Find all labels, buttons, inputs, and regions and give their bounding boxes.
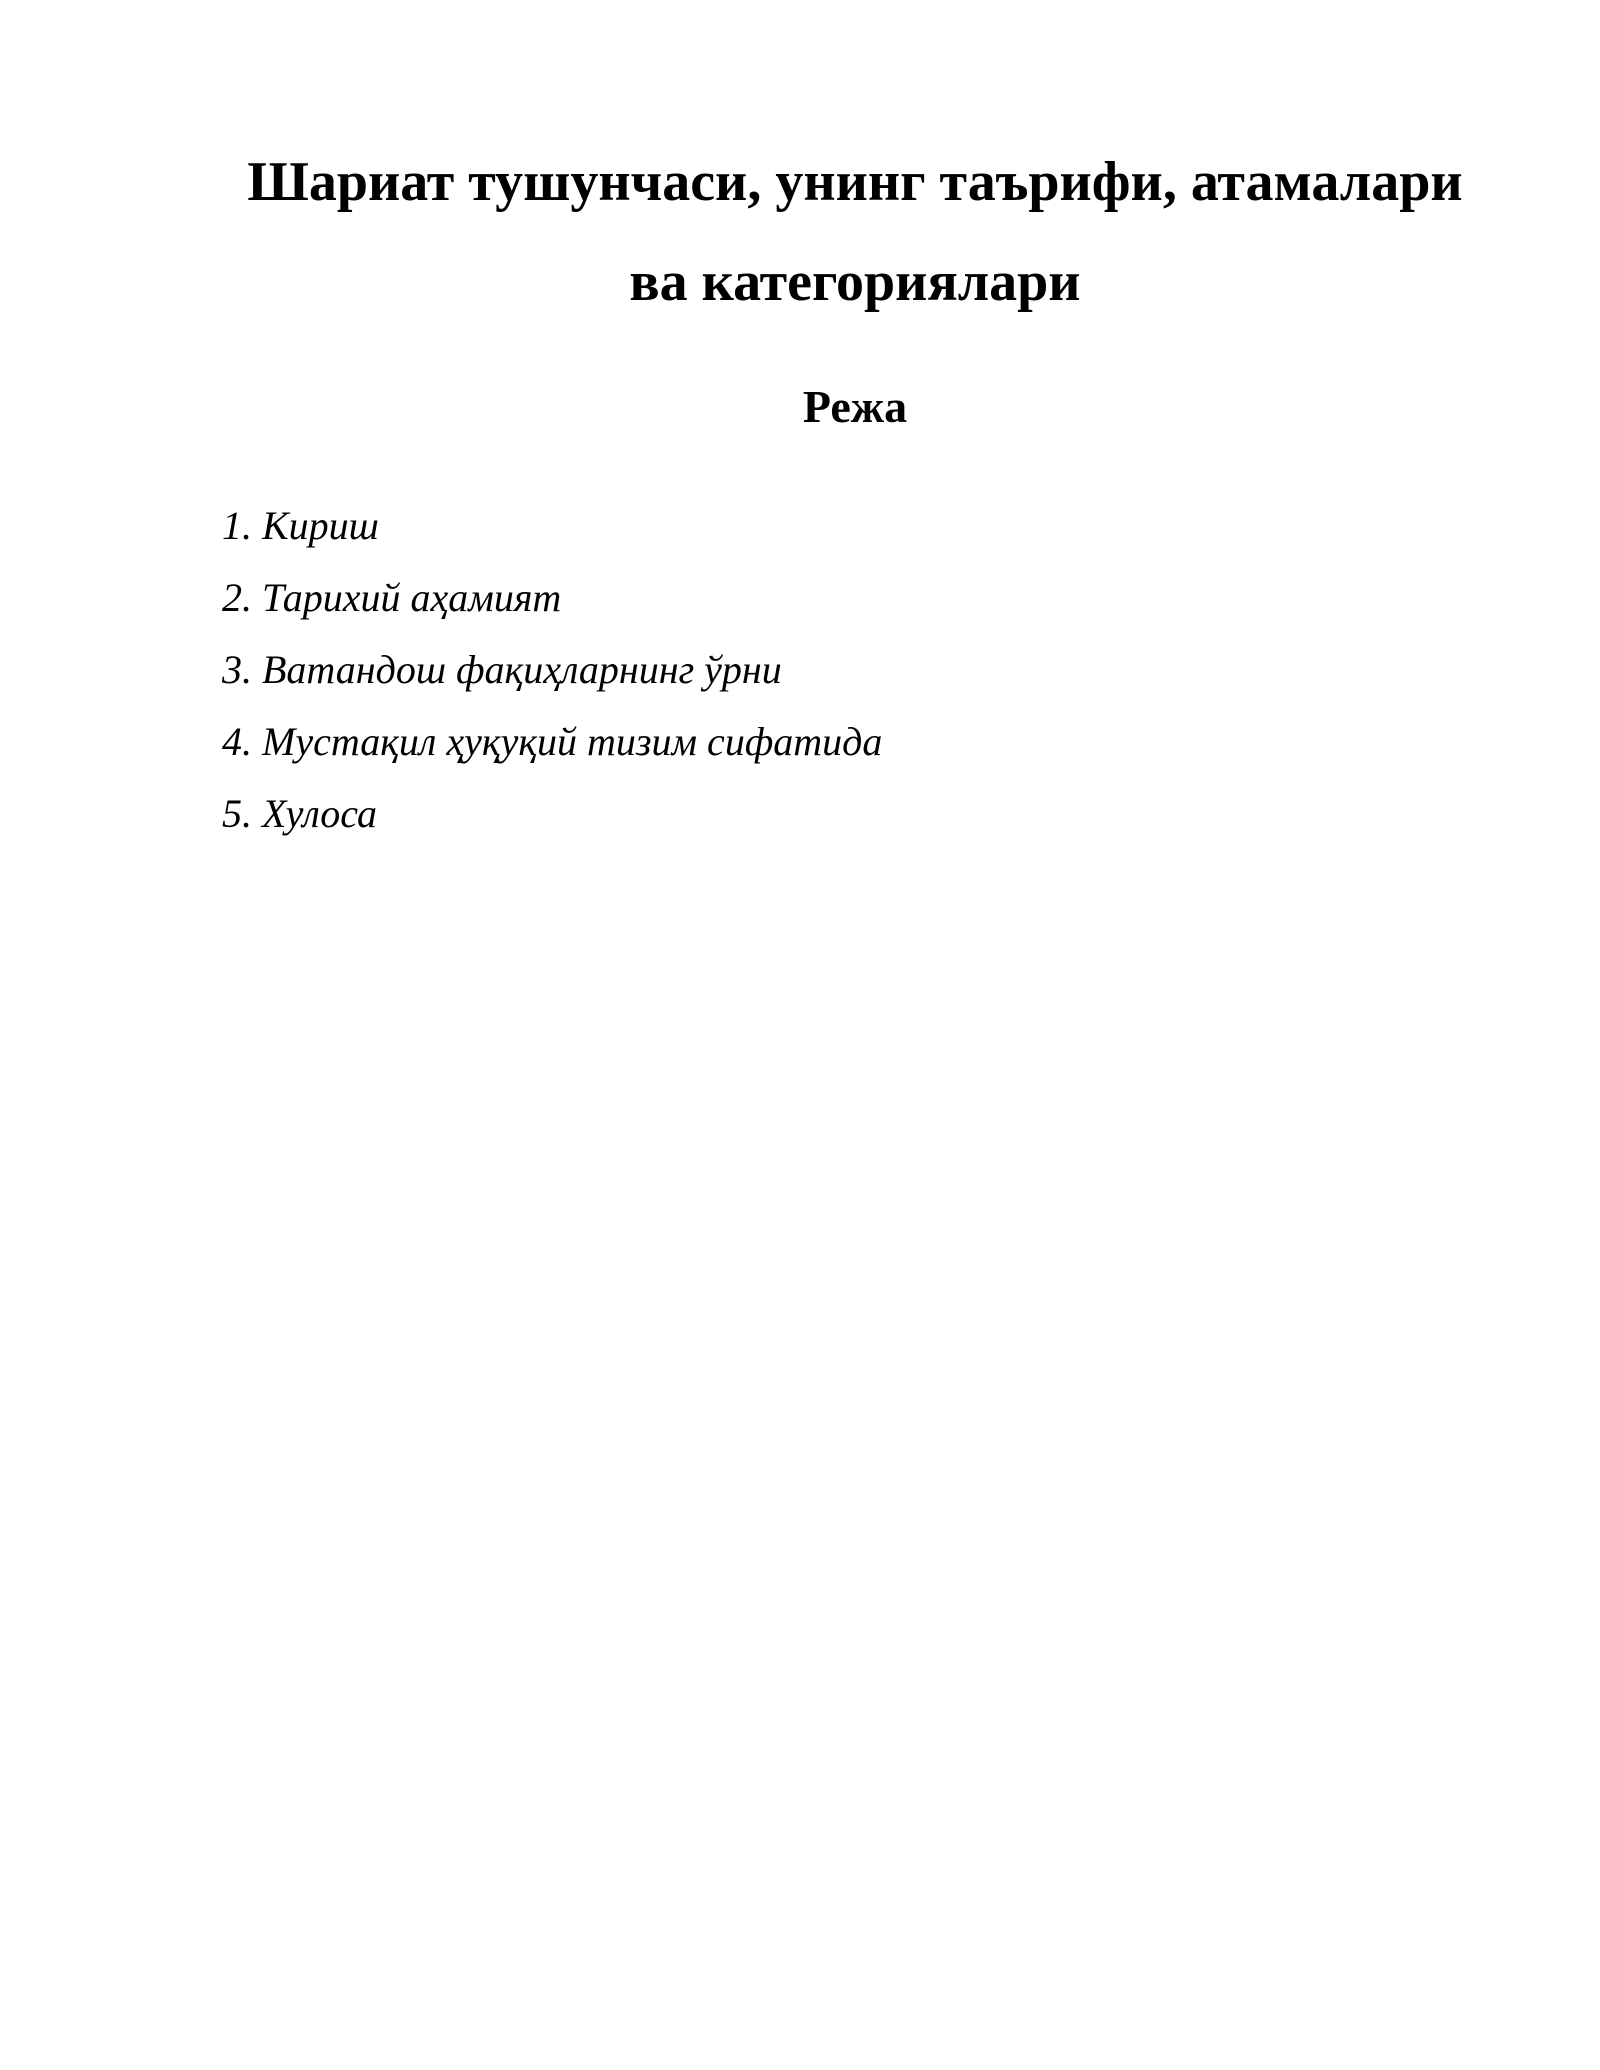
document-title-line-1: Шариат тушунчаси, унинг таърифи, атамалари bbox=[247, 151, 1463, 213]
plan-item-independent-legal-system: 4. Мустақил ҳуқуқий тизим сифатида bbox=[222, 719, 883, 764]
plan-list bbox=[222, 490, 882, 850]
plan-item-introduction: 1. Кириш bbox=[222, 503, 379, 548]
plan-item-historical-significance: 2. Тарихий аҳамият bbox=[222, 575, 562, 620]
plan-heading: Режа bbox=[802, 381, 908, 432]
document-title-line-2: ва категориялари bbox=[629, 251, 1081, 313]
plan-item-conclusion: 5. Хулоса bbox=[222, 791, 377, 836]
plan-item-role-of-jurists: 3. Ватандош фақиҳларнинг ўрни bbox=[222, 647, 782, 692]
